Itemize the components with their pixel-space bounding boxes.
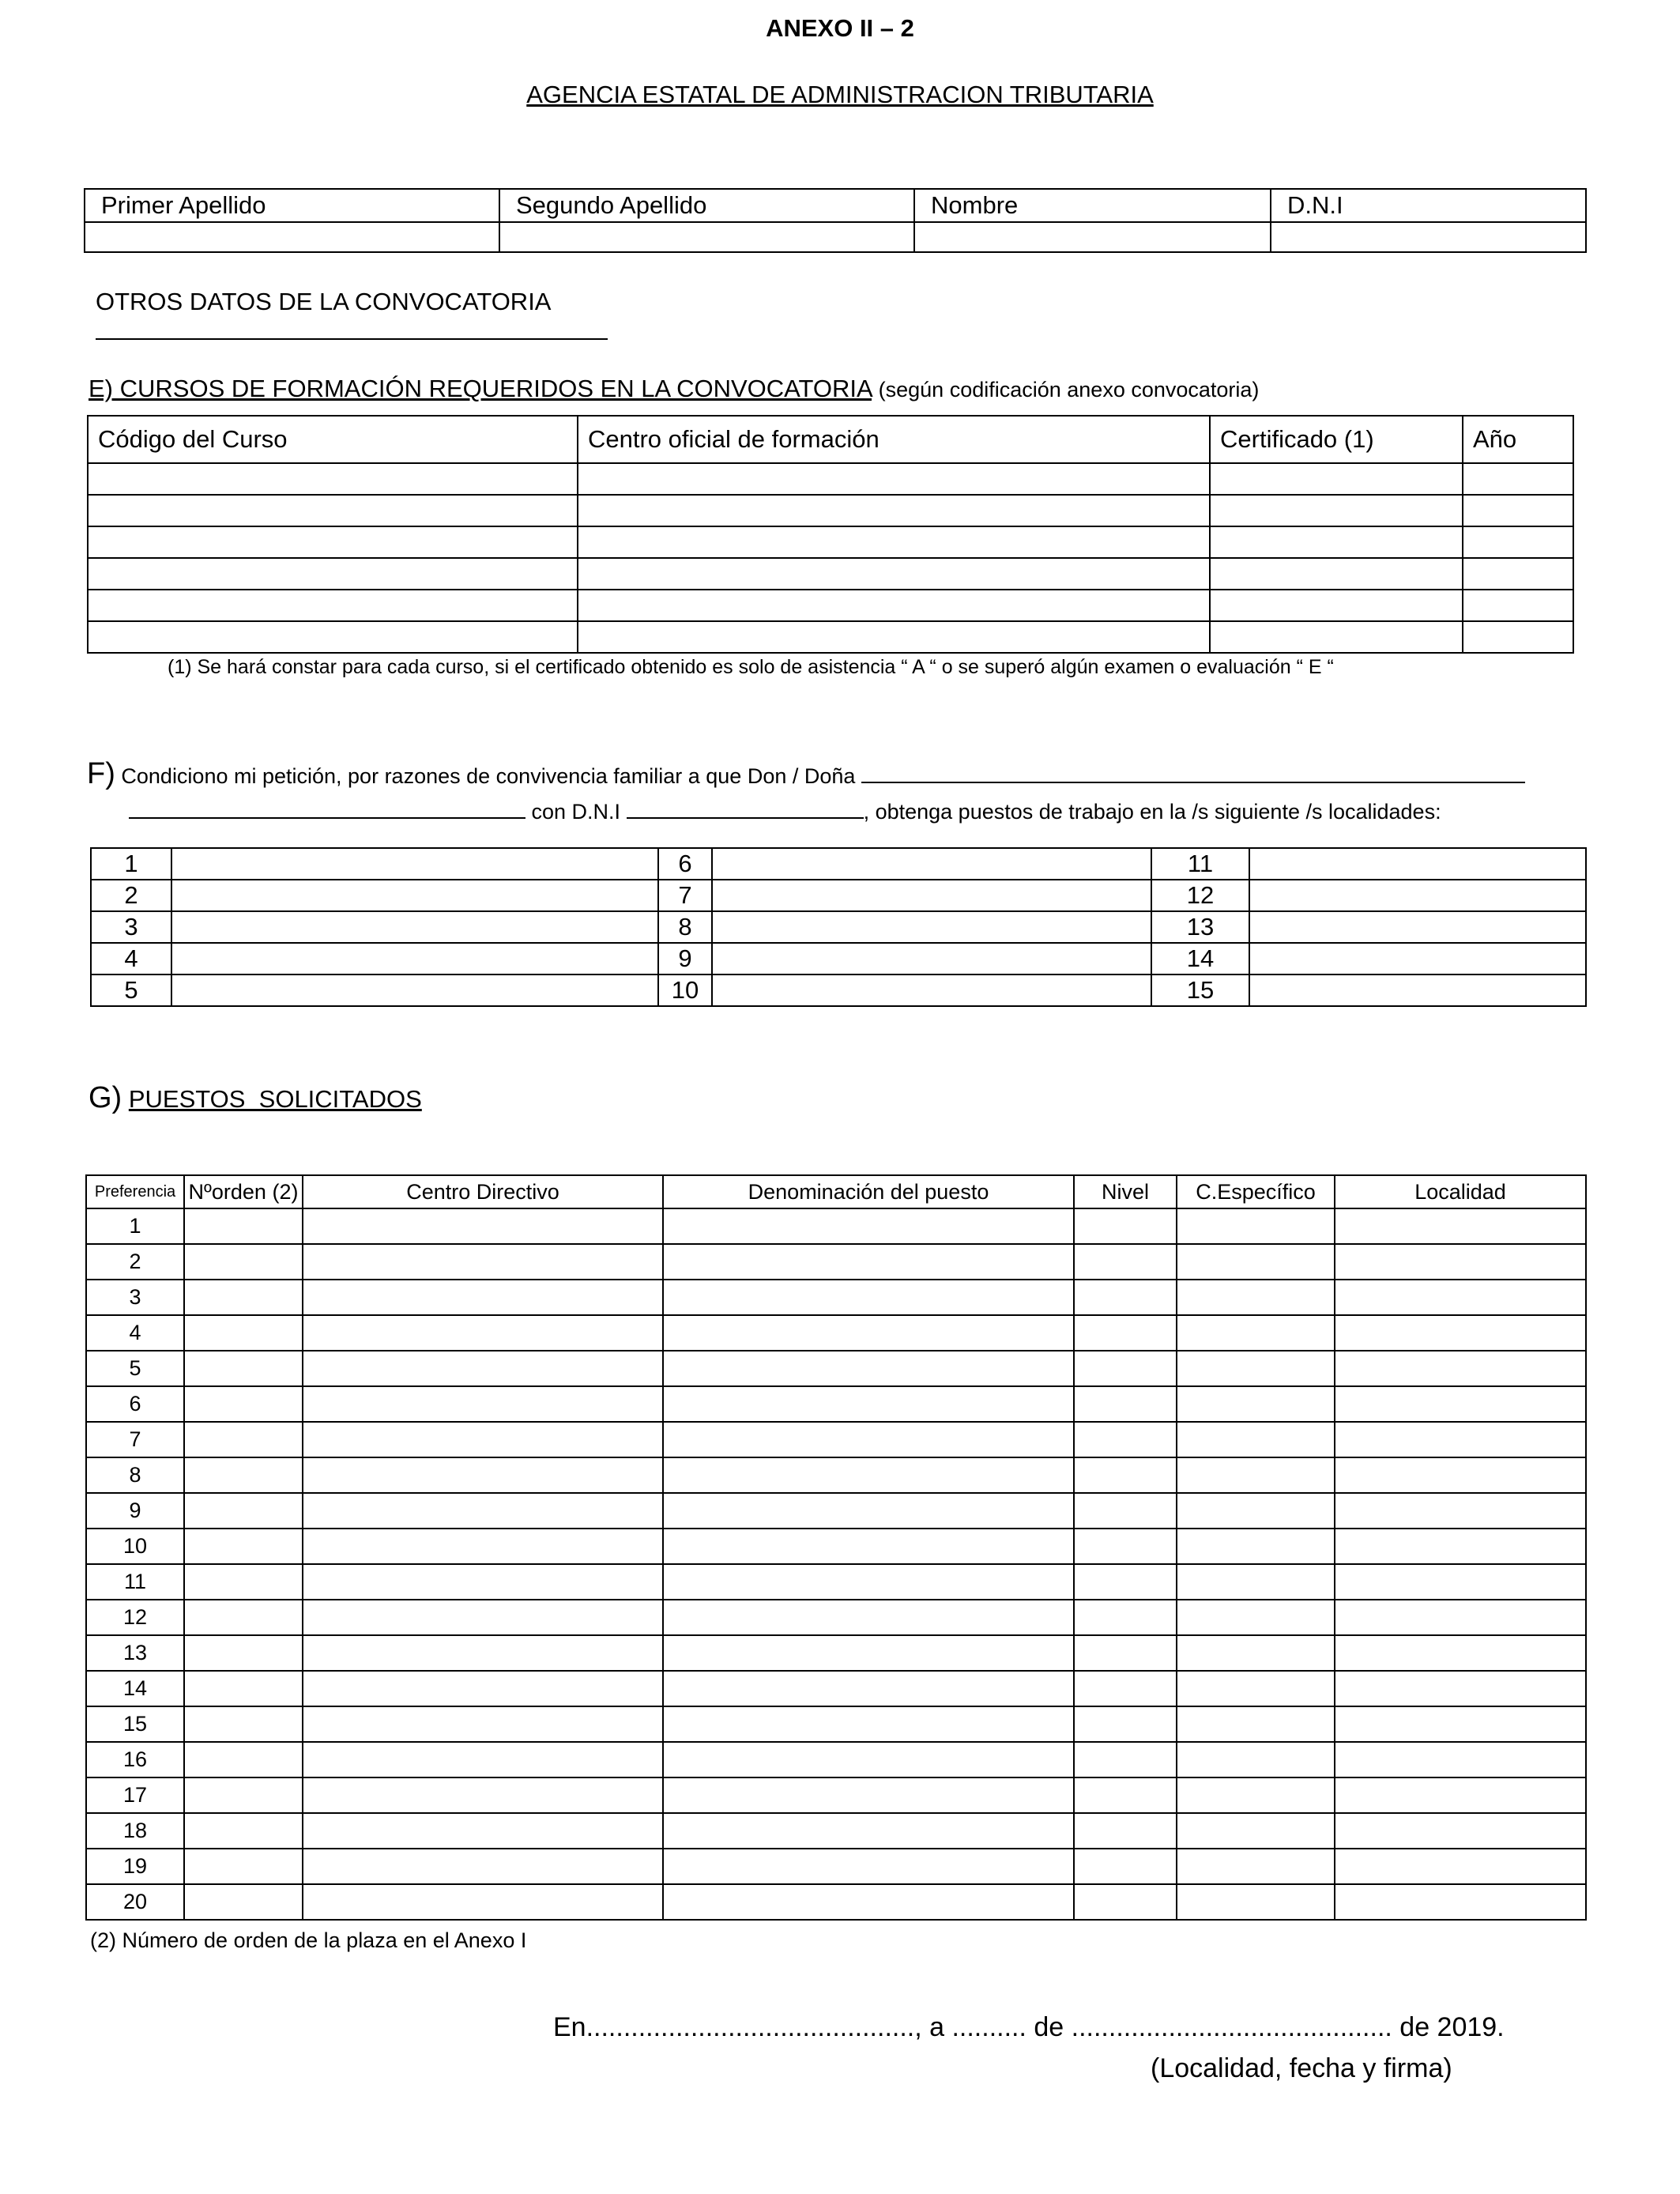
denominacion-cell[interactable]: [663, 1600, 1074, 1635]
section-f-line-2: [129, 794, 1441, 824]
norden-cell[interactable]: [184, 1457, 303, 1493]
header-codigo-curso: Código del Curso: [88, 416, 578, 463]
centro-directivo-cell[interactable]: [303, 1208, 663, 1244]
header-nivel: Nivel: [1074, 1175, 1177, 1208]
annex-title: ANEXO II – 2: [766, 14, 914, 42]
course-cell[interactable]: [88, 621, 578, 653]
norden-cell[interactable]: [184, 1706, 303, 1742]
c-especifico-cell[interactable]: [1177, 1884, 1335, 1920]
nivel-cell[interactable]: [1074, 1884, 1177, 1920]
centro-directivo-cell[interactable]: [303, 1813, 663, 1849]
denominacion-cell[interactable]: [663, 1280, 1074, 1315]
course-cell[interactable]: [578, 621, 1210, 653]
course-cell[interactable]: [578, 495, 1210, 526]
signature-caption: (Localidad, fecha y firma): [1151, 2053, 1452, 2083]
input-dni[interactable]: [1271, 222, 1586, 252]
nivel-cell[interactable]: [1074, 1706, 1177, 1742]
c-especifico-cell[interactable]: [1177, 1208, 1335, 1244]
centro-directivo-cell[interactable]: [303, 1671, 663, 1706]
preference-number: 14: [86, 1671, 184, 1706]
header-centro-directivo: Centro Directivo: [303, 1175, 663, 1208]
localidad-cell[interactable]: [1335, 1422, 1586, 1457]
localidad-cell[interactable]: [1335, 1635, 1586, 1671]
table-row: [86, 1813, 1586, 1849]
table-row: [86, 1315, 1586, 1351]
norden-cell[interactable]: [184, 1422, 303, 1457]
header-centro-formacion: Centro oficial de formación: [578, 416, 1210, 463]
localidad-cell[interactable]: [1335, 1600, 1586, 1635]
denominacion-cell[interactable]: [663, 1777, 1074, 1813]
centro-directivo-cell[interactable]: [303, 1884, 663, 1920]
centro-directivo-cell[interactable]: [303, 1849, 663, 1884]
c-especifico-cell[interactable]: [1177, 1457, 1335, 1493]
course-cell[interactable]: [1463, 558, 1573, 590]
norden-cell[interactable]: [184, 1351, 303, 1386]
table-row: [86, 1351, 1586, 1386]
header-dni: D.N.I: [1271, 189, 1586, 222]
nivel-cell[interactable]: [1074, 1208, 1177, 1244]
locality-field[interactable]: [171, 974, 658, 1006]
course-cell[interactable]: [88, 463, 578, 495]
don-dona-field[interactable]: [861, 758, 1525, 783]
centro-directivo-cell[interactable]: [303, 1564, 663, 1600]
signature-line: En............................................, a .......... de ........................................... de 2019.: [553, 2012, 1505, 2042]
course-cell[interactable]: [578, 463, 1210, 495]
header-primer-apellido: Primer Apellido: [85, 189, 499, 222]
localidad-cell[interactable]: [1335, 1244, 1586, 1280]
table-row: [88, 621, 1573, 653]
table-row: [91, 943, 1586, 974]
course-cell[interactable]: [1463, 495, 1573, 526]
positions-table: [85, 1174, 1587, 1921]
localidad-cell[interactable]: [1335, 1742, 1586, 1777]
nivel-cell[interactable]: [1074, 1849, 1177, 1884]
locality-number: 2: [91, 880, 171, 911]
course-cell[interactable]: [1210, 558, 1463, 590]
norden-cell[interactable]: [184, 1742, 303, 1777]
denominacion-cell[interactable]: [663, 1422, 1074, 1457]
norden-cell[interactable]: [184, 1671, 303, 1706]
norden-cell[interactable]: [184, 1849, 303, 1884]
centro-directivo-cell[interactable]: [303, 1244, 663, 1280]
preference-number: 15: [86, 1706, 184, 1742]
table-row: [88, 558, 1573, 590]
nivel-cell[interactable]: [1074, 1351, 1177, 1386]
locality-field[interactable]: [171, 943, 658, 974]
locality-field[interactable]: [171, 911, 658, 943]
localidad-cell[interactable]: [1335, 1529, 1586, 1564]
centro-directivo-cell[interactable]: [303, 1351, 663, 1386]
locality-field[interactable]: [1249, 848, 1586, 880]
denominacion-cell[interactable]: [663, 1635, 1074, 1671]
locality-field[interactable]: [171, 880, 658, 911]
nivel-cell[interactable]: [1074, 1671, 1177, 1706]
c-especifico-cell[interactable]: [1177, 1493, 1335, 1529]
preference-number: 1: [86, 1208, 184, 1244]
centro-directivo-cell[interactable]: [303, 1422, 663, 1457]
preference-number: 16: [86, 1742, 184, 1777]
centro-directivo-cell[interactable]: [303, 1315, 663, 1351]
norden-cell[interactable]: [184, 1777, 303, 1813]
c-especifico-cell[interactable]: [1177, 1777, 1335, 1813]
course-cell[interactable]: [88, 526, 578, 558]
locality-field[interactable]: [712, 848, 1151, 880]
norden-cell[interactable]: [184, 1244, 303, 1280]
locality-field[interactable]: [712, 911, 1151, 943]
table-row: [86, 1635, 1586, 1671]
norden-cell[interactable]: [184, 1208, 303, 1244]
c-especifico-cell[interactable]: [1177, 1422, 1335, 1457]
denominacion-cell[interactable]: [663, 1671, 1074, 1706]
table-row: [88, 526, 1573, 558]
locality-number: 3: [91, 911, 171, 943]
table-row: [86, 1422, 1586, 1457]
table-row: [86, 1849, 1586, 1884]
preference-number: 20: [86, 1884, 184, 1920]
header-localidad: Localidad: [1335, 1175, 1586, 1208]
denominacion-cell[interactable]: [663, 1351, 1074, 1386]
denominacion-cell[interactable]: [663, 1386, 1074, 1422]
norden-cell[interactable]: [184, 1493, 303, 1529]
centro-directivo-cell[interactable]: [303, 1742, 663, 1777]
c-especifico-cell[interactable]: [1177, 1600, 1335, 1635]
course-cell[interactable]: [88, 590, 578, 621]
nivel-cell[interactable]: [1074, 1315, 1177, 1351]
preference-number: 17: [86, 1777, 184, 1813]
norden-cell[interactable]: [184, 1635, 303, 1671]
denominacion-cell[interactable]: [663, 1529, 1074, 1564]
course-cell[interactable]: [1210, 526, 1463, 558]
input-primer-apellido[interactable]: [85, 222, 499, 252]
locality-field[interactable]: [712, 974, 1151, 1006]
table-row: [86, 1529, 1586, 1564]
preference-number: 12: [86, 1600, 184, 1635]
section-g-title-line: [89, 1081, 422, 1115]
preference-number: 19: [86, 1849, 184, 1884]
localidad-cell[interactable]: [1335, 1671, 1586, 1706]
localidad-cell[interactable]: [1335, 1813, 1586, 1849]
table-row: [86, 1777, 1586, 1813]
localidad-cell[interactable]: [1335, 1280, 1586, 1315]
localidad-cell[interactable]: [1335, 1386, 1586, 1422]
section-e-title: E) CURSOS DE FORMACIÓN REQUERIDOS EN LA CONVOCATORIA: [89, 375, 872, 402]
course-cell[interactable]: [578, 526, 1210, 558]
c-especifico-cell[interactable]: [1177, 1315, 1335, 1351]
con-dni-label: con D.N.I: [531, 800, 621, 824]
locality-number: 6: [658, 848, 712, 880]
centro-directivo-cell[interactable]: [303, 1529, 663, 1564]
localidad-cell[interactable]: [1335, 1493, 1586, 1529]
header-denominacion: Denominación del puesto: [663, 1175, 1074, 1208]
centro-directivo-cell[interactable]: [303, 1457, 663, 1493]
table-row: [88, 590, 1573, 621]
centro-directivo-cell[interactable]: [303, 1280, 663, 1315]
locality-number: 1: [91, 848, 171, 880]
otros-datos-heading: OTROS DATOS DE LA CONVOCATORIA: [96, 288, 552, 315]
c-especifico-cell[interactable]: [1177, 1564, 1335, 1600]
familiar-name-field[interactable]: [129, 794, 525, 819]
input-nombre[interactable]: [914, 222, 1271, 252]
centro-directivo-cell[interactable]: [303, 1706, 663, 1742]
nivel-cell[interactable]: [1074, 1457, 1177, 1493]
locality-number: 11: [1151, 848, 1249, 880]
norden-cell[interactable]: [184, 1315, 303, 1351]
header-segundo-apellido: Segundo Apellido: [499, 189, 914, 222]
c-especifico-cell[interactable]: [1177, 1351, 1335, 1386]
locality-number: 15: [1151, 974, 1249, 1006]
preference-number: 13: [86, 1635, 184, 1671]
course-cell[interactable]: [1210, 590, 1463, 621]
otros-datos-divider: [96, 338, 608, 340]
localidad-cell[interactable]: [1335, 1457, 1586, 1493]
table-row: [86, 1742, 1586, 1777]
section-f-letter: F): [87, 757, 115, 790]
table-row: [91, 848, 1586, 880]
nivel-cell[interactable]: [1074, 1777, 1177, 1813]
course-cell[interactable]: [1463, 590, 1573, 621]
localities-table: [90, 847, 1587, 1007]
locality-field[interactable]: [1249, 974, 1586, 1006]
denominacion-cell[interactable]: [663, 1564, 1074, 1600]
table-row: [91, 911, 1586, 943]
c-especifico-cell[interactable]: [1177, 1671, 1335, 1706]
table-row: [88, 495, 1573, 526]
locality-number: 7: [658, 880, 712, 911]
nivel-cell[interactable]: [1074, 1244, 1177, 1280]
centro-directivo-cell[interactable]: [303, 1600, 663, 1635]
table-row: [91, 880, 1586, 911]
localidad-cell[interactable]: [1335, 1315, 1586, 1351]
course-cell[interactable]: [1463, 463, 1573, 495]
norden-cell[interactable]: [184, 1884, 303, 1920]
course-cell[interactable]: [1210, 495, 1463, 526]
section-f-line-1: [87, 757, 1525, 791]
denominacion-cell[interactable]: [663, 1706, 1074, 1742]
table-row: [86, 1600, 1586, 1635]
c-especifico-cell[interactable]: [1177, 1529, 1335, 1564]
localidad-cell[interactable]: [1335, 1777, 1586, 1813]
denominacion-cell[interactable]: [663, 1208, 1074, 1244]
preference-number: 2: [86, 1244, 184, 1280]
agency-title: AGENCIA ESTATAL DE ADMINISTRACION TRIBUTARIA: [526, 81, 1154, 108]
denominacion-cell[interactable]: [663, 1457, 1074, 1493]
header-certificado: Certificado (1): [1210, 416, 1463, 463]
nivel-cell[interactable]: [1074, 1280, 1177, 1315]
table-row: [86, 1244, 1586, 1280]
norden-cell[interactable]: [184, 1529, 303, 1564]
section-f-text-end: , obtenga puestos de trabajo en la /s siguiente /s localidades:: [863, 800, 1441, 824]
nivel-cell[interactable]: [1074, 1600, 1177, 1635]
locality-number: 10: [658, 974, 712, 1006]
table-row: [86, 1884, 1586, 1920]
nivel-cell[interactable]: [1074, 1564, 1177, 1600]
preference-number: 7: [86, 1422, 184, 1457]
course-cell[interactable]: [1463, 621, 1573, 653]
table-row: [86, 1208, 1586, 1244]
norden-cell[interactable]: [184, 1280, 303, 1315]
c-especifico-cell[interactable]: [1177, 1706, 1335, 1742]
course-cell[interactable]: [578, 558, 1210, 590]
centro-directivo-cell[interactable]: [303, 1493, 663, 1529]
table-row: [86, 1706, 1586, 1742]
table-row: [86, 1280, 1586, 1315]
denominacion-cell[interactable]: [663, 1244, 1074, 1280]
section-f-text: Condiciono mi petición, por razones de convivencia familiar a que Don / Doña: [121, 764, 856, 788]
section-g-letter: G): [89, 1081, 122, 1114]
header-ano: Año: [1463, 416, 1573, 463]
locality-number: 5: [91, 974, 171, 1006]
nivel-cell[interactable]: [1074, 1493, 1177, 1529]
centro-directivo-cell[interactable]: [303, 1777, 663, 1813]
c-especifico-cell[interactable]: [1177, 1280, 1335, 1315]
localidad-cell[interactable]: [1335, 1849, 1586, 1884]
course-cell[interactable]: [578, 590, 1210, 621]
header-c-especifico: C.Específico: [1177, 1175, 1335, 1208]
preference-number: 10: [86, 1529, 184, 1564]
locality-number: 9: [658, 943, 712, 974]
nivel-cell[interactable]: [1074, 1742, 1177, 1777]
c-especifico-cell[interactable]: [1177, 1813, 1335, 1849]
preference-number: 3: [86, 1280, 184, 1315]
input-segundo-apellido[interactable]: [499, 222, 914, 252]
localidad-cell[interactable]: [1335, 1884, 1586, 1920]
norden-cell[interactable]: [184, 1564, 303, 1600]
locality-number: 4: [91, 943, 171, 974]
norden-cell[interactable]: [184, 1386, 303, 1422]
course-cell[interactable]: [88, 558, 578, 590]
locality-number: 8: [658, 911, 712, 943]
course-cell[interactable]: [88, 495, 578, 526]
denominacion-cell[interactable]: [663, 1493, 1074, 1529]
localidad-cell[interactable]: [1335, 1208, 1586, 1244]
c-especifico-cell[interactable]: [1177, 1244, 1335, 1280]
preference-number: 11: [86, 1564, 184, 1600]
nivel-cell[interactable]: [1074, 1386, 1177, 1422]
section-e-title-line: [89, 375, 1259, 403]
preference-number: 9: [86, 1493, 184, 1529]
header-preferencia: Preferencia: [86, 1175, 184, 1208]
familiar-dni-field[interactable]: [627, 794, 864, 819]
section-e-footnote: (1) Se hará constar para cada curso, si el certificado obtenido es solo de asistencia “ A “ o se superó algún examen o evaluación “ E “: [168, 656, 1334, 678]
norden-cell[interactable]: [184, 1600, 303, 1635]
table-row: [86, 1493, 1586, 1529]
section-e-subtitle: (según codificación anexo convocatoria): [878, 378, 1260, 401]
locality-field[interactable]: [1249, 880, 1586, 911]
denominacion-cell[interactable]: [663, 1884, 1074, 1920]
identity-table: [84, 188, 1587, 253]
preference-number: 8: [86, 1457, 184, 1493]
preference-number: 6: [86, 1386, 184, 1422]
preference-number: 18: [86, 1813, 184, 1849]
preference-number: 4: [86, 1315, 184, 1351]
nivel-cell[interactable]: [1074, 1635, 1177, 1671]
localidad-cell[interactable]: [1335, 1706, 1586, 1742]
centro-directivo-cell[interactable]: [303, 1635, 663, 1671]
courses-table: [87, 415, 1574, 654]
header-nombre: Nombre: [914, 189, 1271, 222]
preference-number: 5: [86, 1351, 184, 1386]
course-cell[interactable]: [1463, 526, 1573, 558]
norden-cell[interactable]: [184, 1813, 303, 1849]
table-row: [86, 1671, 1586, 1706]
denominacion-cell[interactable]: [663, 1849, 1074, 1884]
course-cell[interactable]: [1210, 463, 1463, 495]
section-g-footnote: (2) Número de orden de la plaza en el Anexo I: [90, 1928, 527, 1952]
locality-number: 14: [1151, 943, 1249, 974]
header-norden: Nºorden (2): [184, 1175, 303, 1208]
table-row: [86, 1386, 1586, 1422]
denominacion-cell[interactable]: [663, 1315, 1074, 1351]
locality-field[interactable]: [1249, 943, 1586, 974]
centro-directivo-cell[interactable]: [303, 1386, 663, 1422]
locality-field[interactable]: [1249, 911, 1586, 943]
locality-number: 12: [1151, 880, 1249, 911]
denominacion-cell[interactable]: [663, 1742, 1074, 1777]
nivel-cell[interactable]: [1074, 1422, 1177, 1457]
c-especifico-cell[interactable]: [1177, 1742, 1335, 1777]
c-especifico-cell[interactable]: [1177, 1635, 1335, 1671]
locality-field[interactable]: [171, 848, 658, 880]
table-row: [88, 463, 1573, 495]
localidad-cell[interactable]: [1335, 1351, 1586, 1386]
table-row: [86, 1564, 1586, 1600]
locality-field[interactable]: [712, 943, 1151, 974]
table-row: [91, 974, 1586, 1006]
nivel-cell[interactable]: [1074, 1813, 1177, 1849]
nivel-cell[interactable]: [1074, 1529, 1177, 1564]
table-row: [86, 1457, 1586, 1493]
c-especifico-cell[interactable]: [1177, 1386, 1335, 1422]
locality-field[interactable]: [712, 880, 1151, 911]
locality-number: 13: [1151, 911, 1249, 943]
course-cell[interactable]: [1210, 621, 1463, 653]
c-especifico-cell[interactable]: [1177, 1849, 1335, 1884]
localidad-cell[interactable]: [1335, 1564, 1586, 1600]
denominacion-cell[interactable]: [663, 1813, 1074, 1849]
section-g-title: PUESTOS SOLICITADOS: [128, 1085, 422, 1113]
